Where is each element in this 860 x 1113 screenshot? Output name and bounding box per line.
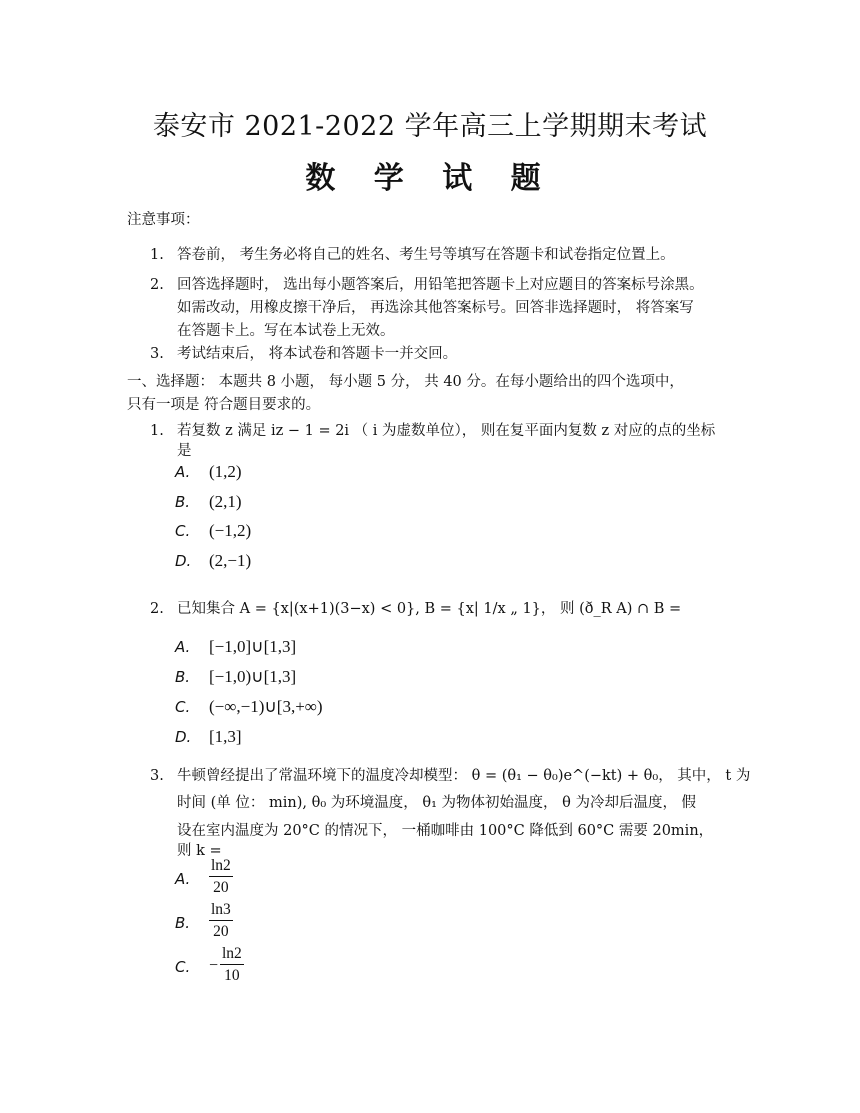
option-label: A.	[175, 638, 191, 656]
question-number: 2.	[150, 601, 164, 617]
q2-option-c[interactable]	[175, 697, 323, 717]
question-stem-line1: 若复数 z 满足 iz − 1 = 2i （ i 为虚数单位）， 则在复平面内复数 z 对应的点的坐标	[177, 423, 716, 439]
q3-option-b-fraction[interactable]	[209, 900, 233, 943]
notice-item-text-line3: 在答题卡上。写在本试卷上无效。	[177, 323, 395, 339]
q2-option-a[interactable]	[175, 637, 296, 657]
option-value: (2,1)	[209, 492, 242, 511]
notice-item-number: 3.	[150, 346, 164, 362]
notice-item-text-line1: 回答选择题时， 选出每小题答案后，用铅笔把答题卡上对应题目的答案标号涂黑。	[177, 277, 704, 293]
option-value: (−1,2)	[209, 521, 252, 540]
exam-title: 泰安市 2021-2022 学年高三上学期期末考试	[152, 111, 708, 142]
option-value: [−1,0)∪[1,3]	[209, 667, 297, 686]
question-stem-line4: 则 k =	[177, 843, 222, 859]
option-label: B.	[175, 668, 191, 686]
fraction-sign: −	[209, 957, 219, 974]
fraction-numerator: ln2	[209, 856, 233, 877]
notice-item-text: 考试结束后， 将本试卷和答题卡一并交回。	[177, 346, 458, 362]
question-stem-line3: 设在室内温度为 20°C 的情况下， 一桶咖啡由 100°C 降低到 60°C 需要 20min，	[177, 823, 714, 839]
question-stem-line2: 是	[177, 443, 192, 459]
section-heading-line1: 一、选择题： 本题共 8 小题， 每小题 5 分， 共 40 分。在每小题给出的四个选项中，	[127, 374, 684, 390]
question-stem-line1: 牛顿曾经提出了常温环境下的温度冷却模型： θ = (θ₁ − θ₀)e^(−kt) + θ₀， 其中， t 为	[177, 768, 751, 784]
q2-option-d[interactable]	[175, 727, 242, 747]
option-label: C.	[175, 698, 191, 716]
q3-option-a-label[interactable]: A.	[175, 870, 191, 888]
option-value: [1,3]	[209, 727, 242, 746]
notice-item-number: 1.	[150, 247, 164, 263]
q1-option-b[interactable]	[175, 492, 242, 512]
fraction-denominator: 20	[213, 923, 229, 940]
notice-item-text: 答卷前， 考生务必将自己的姓名、考生号等填写在答题卡和试卷指定位置上。	[177, 247, 675, 263]
option-label: A.	[175, 463, 191, 481]
option-label: C.	[175, 522, 191, 540]
question-number: 3.	[150, 768, 164, 784]
section-heading	[127, 371, 767, 417]
option-label: D.	[175, 552, 192, 570]
fraction-numerator: ln3	[209, 900, 233, 921]
question-stem: 已知集合 A = {x|(x+1)(3−x) < 0}, B = {x| 1/x „ 1}， 则 (ð_R A) ∩ B =	[177, 601, 682, 617]
fraction-denominator: 10	[224, 967, 240, 984]
q1-option-d[interactable]	[175, 551, 251, 571]
option-label: B.	[175, 493, 191, 511]
q1-option-a[interactable]	[175, 462, 242, 482]
notice-item-text-line2: 如需改动，用橡皮擦干净后， 再选涂其他答案标号。回答非选择题时， 将答案写	[177, 300, 694, 316]
q3-option-c-label[interactable]: C.	[175, 958, 191, 976]
q3-option-b-label[interactable]: B.	[175, 914, 191, 932]
q3-option-c-fraction[interactable]	[220, 944, 244, 987]
option-value: (1,2)	[209, 462, 242, 481]
notice-item-number: 2.	[150, 277, 164, 293]
q3-option-a-fraction[interactable]	[209, 856, 233, 899]
exam-subtitle: 数 学 试 题	[305, 161, 555, 196]
fraction-numerator: ln2	[220, 944, 244, 965]
option-value: (2,−1)	[209, 551, 252, 570]
option-label: D.	[175, 728, 192, 746]
fraction-denominator: 20	[213, 879, 229, 896]
question-number: 1.	[150, 423, 164, 439]
option-value: [−1,0]∪[1,3]	[209, 637, 297, 656]
q2-option-b[interactable]	[175, 667, 296, 687]
section-heading-line2: 只有一项是 符合题目要求的。	[127, 397, 321, 413]
question-stem-line2: 时间 (单 位： min), θ₀ 为环境温度， θ₁ 为物体初始温度， θ 为冷却后温度， 假	[177, 795, 697, 811]
notice-label: 注意事项：	[127, 212, 200, 228]
option-value: (−∞,−1)∪[3,+∞)	[209, 697, 323, 716]
q1-option-c[interactable]	[175, 521, 251, 541]
